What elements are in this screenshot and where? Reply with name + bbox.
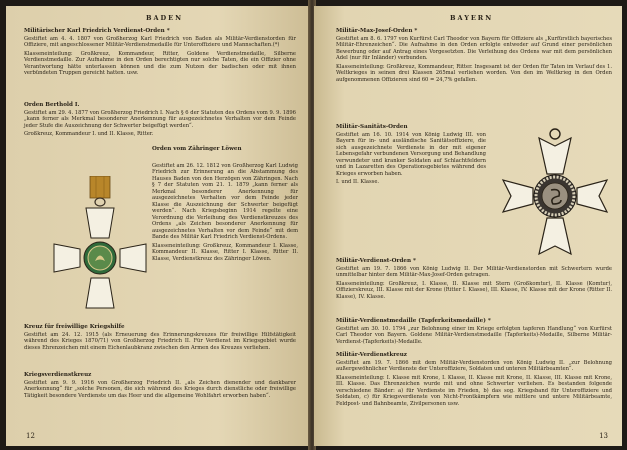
section-militaer-verdienstkreuz: [336, 352, 612, 409]
section-title: Militär-Max-Josef-Orden *: [336, 28, 418, 34]
paragraph: Gestiftet am 9. 9. 1916 von Großherzog Friedrich II. „als Zeichen dienender und dankbarer Anerkennung“ für „solche Personen, die sich während des Krieges durch dienstliche oder freiwillige Tätigkeit besondere Verdienste um das Heer und die allgemeine Wohlfahrt erworben haben“.: [24, 379, 296, 399]
paragraph: Gestiftet am 29. 4. 1877 von Großherzog Friedrich I. Nach § 6 der Statuten des Ordens vom 9. 9. 1896 „kann ferner als Merkmal besonderer Anerkennung für ausgezeichnetes Verhalten vor dem Feinde jeder Stufe die Auszeichnung der Schwerter beigefügt werden“.: [24, 109, 296, 129]
running-header-right: BAYERN: [450, 14, 494, 22]
section-zaehringer-loewe: [152, 146, 298, 264]
section-title: Kreuz für freiwillige Kriegshilfe: [24, 324, 125, 330]
paragraph: Gestiftet am 19. 7. 1866 mit dem Militär-Verdienstorden von König Ludwig II. „zur Belohnung außergewöhnlicher Verdienste der Unteroffiziere, Soldaten und unteren Militärbeamten“.: [336, 359, 612, 372]
section-militaer-verdienst-orden: [336, 258, 612, 302]
section-title: Militärischer Karl Friedrich Verdienst-Orden *: [24, 28, 170, 34]
section-kriegsverdienstkreuz: [24, 372, 296, 401]
paragraph: Klasseneinteilung: Großkreuz, I. Klasse, II. Klasse mit Stern (Großkomtur), II. Klasse (Komtur), Offizierskreuz, III. Klasse mit der Krone (Ritter I. Klasse), III. Klasse, IV. Klasse mit der Krone (Ritter II. Klasse), IV. Klasse.: [336, 280, 612, 300]
paragraph: Gestiftet am 30. 10. 1794 „zur Belohnung einer im Kriege erfolgten tapferen Handlung“ von Kurfürst Carl Theodor von Bayern. Goldene Militär-Verdienstmedaille (Tapferkeits)-Medaille, Silberne Militär-Verdienst-(Tapferkeits)-Medaille.: [336, 325, 612, 345]
paragraph: Großkreuz, Kommandeur I. und II. Klasse, Ritter.: [24, 131, 154, 137]
paragraph: Gestiftet am 26. 12. 1812 von Großherzog Karl Ludwig Friedrich zur Erinnerung an die Abstammung des Hauses Baden von den Herzögen von Zähringen. Nach § 7 der Statuten vom 21. 1. 1879 „kann ferner als Merkmal besonderer Anerkennung für ausgezeichnetes Verhalten vor dem Feinde jeder Klasse die Auszeichnung der Schwerter beigefügt werden“. Nach Kriegsbeginn 1914 regelte eine Verordnung die Verleihung des Verdienstkreuzes des Ordens „als Zeichen besonderer Anerkennung für ausgezeichnetes Verhalten vor dem Feinde“ mit dem Bande des Militär Karl Friedrich Verdienst-Ordens.: [152, 162, 298, 240]
paragraph: Klasseneinteilung: I. Klasse mit Krone, I. Klasse, II. Klasse mit Krone, II. Klasse, III. Klasse mit Krone, III. Klasse. Das Ehrenzeichen wurde mit und ohne Schwerter verliehen. Es bestanden folgende verschiedene Bänder: a) für Verdienste im Frieden, b) das sog. Kriegsband für Unteroffiziere und Soldaten, c) für Kriegsverdienste von Nicht-Frontkämpfern wie mittlere und untere Militärbeamte, Feldpost- und Bahnbeamte, Zivilpersonen usw.: [336, 374, 612, 407]
paragraph: Gestiftet am 8. 6. 1797 von Kurfürst Carl Theodor von Bayern für Offiziere als „Kurfürstlich bayerisches Militär-Ehrenzeichen“. Die Aufnahme in den Orden erfolgte entweder auf Grund einer persönlichen Bewerbung oder auf Antrag eines Vorgesetzten. Die Verleihung des Ordens war mit dem persönlichen Adel (nur für Inländer) verbunden.: [336, 35, 612, 61]
section-title: Militär-Sanitäts-Orden: [336, 124, 408, 130]
left-page: [6, 6, 310, 446]
page-number-left: 12: [26, 432, 35, 440]
section-orden-berthold: [24, 102, 296, 140]
paragraph: Klasseneinteilung: Großkreuz, Kommandeur, Ritter, Goldene Verdienstmedaille, Silberne Verdienstmedaille. Zur Aufnahme in den Orden berechtigten nur solche Taten, die ein Offizier ohne Verantwortung hätte unterlassen können und die zum Nutzen der badischen oder mit ihnen verbündeten Truppen gereicht hatten. usw.: [24, 50, 296, 76]
section-militaer-sanitaets-orden: [336, 124, 486, 188]
running-header-left: BADEN: [146, 14, 184, 22]
section-title: Militär-Verdienst-Orden *: [336, 258, 416, 264]
right-page: [314, 6, 622, 446]
section-militaer-max-josef: [336, 28, 612, 85]
section-title: Militär-Verdienstkreuz: [336, 352, 407, 358]
paragraph: Gestiftet am 19. 7. 1866 von König Ludwig II. Der Militär-Verdienstorden mit Schwertern wurde unmittelbar hinter dem Militär-Max-Josef-Orden getragen.: [336, 265, 612, 278]
militaer-sanitaets-orden-illustration: [500, 126, 610, 262]
section-tapferkeitsmedaille: [336, 318, 612, 347]
section-kreuz-kriegshilfe: [24, 324, 296, 353]
section-title: Militär-Verdienstmedaille (Tapferkeitsmedaille) *: [336, 318, 491, 324]
zaehringer-loewe-cross-illustration: [52, 176, 148, 316]
paragraph: I. und II. Klasse.: [336, 179, 380, 185]
paragraph: Gestiftet am 24. 12. 1915 (als Erneuerung des Erinnerungskreuzes für freiwillige Hilfstätigkeit während des Krieges 1870/71) von Großherzog Friedrich II. Für Verdienst im Kriegsgebiet wurde dieses Ehrenzeichen mit einem Eichenlaubkranz zwischen den Armen des Kreuzes verliehen.: [24, 331, 296, 351]
section-title: Orden Berthold I.: [24, 102, 80, 108]
paragraph: Klasseneinteilung: Großkreuz, Kommandeur I. Klasse, Kommandeur II. Klasse, Ritter I. Klasse, Ritter II. Klasse, Verdienstkreuz des Zähringer Löwen.: [152, 242, 298, 262]
section-title: Kriegsverdienstkreuz: [24, 372, 92, 378]
page-number-right: 13: [599, 432, 608, 440]
paragraph: Klasseneinteilung: Großkreuz, Kommandeur, Ritter. Insgesamt ist der Orden für Taten im Verlauf des 1. Weltkrieges in seinen drei Klassen 265mal verliehen worden. Von den im Weltkrieg in den Orden aufgenommenen Offizieren sind 60 = 24,7% gefallen.: [336, 63, 612, 83]
paragraph: Gestiftet am 4. 4. 1807 von Großherzog Karl Friedrich von Baden als Militär-Verdienstorden für Offiziere, mit angeschlossener Militär-Verdienstmedaille für Unteroffiziere und Mannschaften.(*): [24, 35, 296, 48]
section-militaerischer-karl-friedrich: [24, 28, 296, 79]
section-title: Orden vom Zähringer Löwen: [152, 146, 242, 152]
paragraph: Gestiftet am 16. 10. 1914 von König Ludwig III. von Bayern für in- und ausländische Sanitätsoffiziere, die sich ausgezeichnete Verdienste in der mit eigener Lebensgefahr verbundenen Versorgung und Behandlung verwundeter und kranker Soldaten auf Schlachtfeldern und in Lazaretten des Operationsgebietes während des Krieges erworben haben.: [336, 131, 486, 177]
